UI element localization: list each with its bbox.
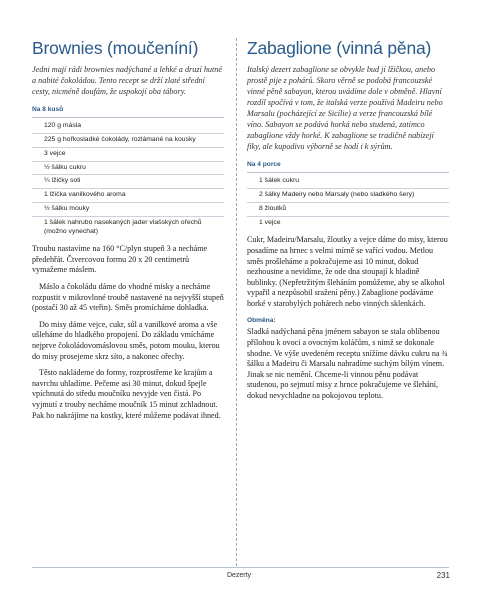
- zabaglione-servings: Na 4 porce: [247, 161, 449, 173]
- zabaglione-ingredient-list: [247, 173, 449, 229]
- ingredient-item: 225 g hořkosladké čokolády, rozlámané na kousky: [32, 134, 224, 148]
- brownies-recipe: [32, 38, 224, 427]
- footer-section-title: Dezerty: [226, 572, 252, 579]
- brownies-title: Brownies (moučeníní): [32, 38, 199, 58]
- ingredient-item: 120 g másla: [32, 120, 224, 134]
- ingredient-item: ½ šálku cukru: [32, 162, 224, 176]
- brownies-step: Do misy dáme vejce, cukr, sůl a vanilkové aroma a vše ušleháme do hladkého propojení. Do základu vmícháme nejprve čokoládovomáslovou směs, potom mouku, kterou do misy prosejeme skrz síto, a nakonec ořechy.: [32, 319, 220, 361]
- brownies-step: Máslo a čokoládu dáme do vhodné misky a necháme rozpustit v mikrovlnné troubě nastavené na nejvyšší stupeň (postačí 30 až 45 vteřin). Směs promícháme dohladka.: [32, 282, 224, 313]
- ingredient-item: 1 vejce: [259, 218, 281, 226]
- zabaglione-title: Zabaglione (vinná pěna): [247, 38, 432, 58]
- ingredient-item: ½ šálku mouky: [32, 203, 224, 217]
- variation-heading: Obměna:: [247, 317, 276, 325]
- zabaglione-step: Cukr, Madeiru/Marsalu, žloutky a vejce dáme do misy, kterou posadíme na hrnec s velmi mírně se vařící vodou. Metlou směs prošleháme a pokračujeme asi 10 minut, dokud nezhoustne a nevidíme, že ode dna stoupají k hladině bublinky. (Nepřetržitým šleháním pomůžeme, aby se alkohol vypařil a nezpůsobil sražení pěny.) Zabaglione podáváme horké v starobylých pohárech nebo vinných sklenkách.: [247, 235, 448, 308]
- zabaglione-intro: Italský dezert zabaglione se obvykle bud jí lžičkou, anebo prostě pije z pohárů. Skoro věrně se podobá francouzské vinné pěně sabayon, kterou uvádíme dole v obměně. Hlavní rozdíl spočívá v tom, že italská verze používá Madeiru nebo Marsalu (pocházející ze Sicílie) a verze francouzská bílé víno. Sabayon se podává horká nebo studená, zatímco zabaglione vždy horké. K zabaglione se tradičně nabízejí fiky, ale kupodivu výborně se hodí i k sýrům.: [247, 65, 443, 152]
- ingredient-item: 8 žloutků: [247, 203, 449, 217]
- brownies-servings: Na 8 kusů: [32, 106, 224, 118]
- ingredient-item: 3 vejce: [32, 148, 224, 162]
- ingredient-item: 1 šálek cukru: [247, 175, 449, 189]
- brownies-intro: Jedni mají rádi brownies nadýchané a lehké a druzí hutné a nabité čokoládou. Tento recept se drží zlaté střední cesty, nicméně doufám, že uspokojí oba tábory.: [32, 65, 223, 97]
- variation-text: Sladká nadýchaná pěna jménem sabayon se stala oblíbenou přílohou k ovoci a ovocným koláčům, s nimž se dokonale shodne. Ve výše uvedeném receptu snížíme dávku cukru na ¾ šálku a Madeiru či Marsalu nahradíme suchým bílým vínem. Jinak se nic nemění. Chceme-li vinnou pěnu podávat studenou, po sejmutí misy z hrnce pokračujeme ve šlehání, dokud nevychladne na pokojovou teplotu.: [247, 327, 448, 401]
- ingredient-item: 2 šálky Madeiry nebo Marsaly (nebo sladkého šery): [247, 189, 449, 203]
- column-divider: [236, 38, 237, 566]
- brownies-step: Těsto nakládeme do formy, rozprostřeme ke krajům a navrchu uhladíme. Pečeme asi 30 minut, dokud špejle vpíchnutá do středu moučníku nevyjde ven čistá. Po vyjmutí z trouby necháme moučník 15 minut zchladnout. Pak ho nakrájíme na kostky, které můžeme podávat ihned.: [32, 368, 221, 420]
- ingredient-item: 1 šálek nahrubo nasekaných jader vlašských ořechů (možno vynechat): [44, 218, 202, 235]
- brownies-ingredient-list: [32, 118, 224, 238]
- page-number: 231: [436, 571, 450, 580]
- zabaglione-recipe: [247, 38, 449, 408]
- footer-rule: [32, 567, 449, 568]
- ingredient-item: 1 lžička vanilkového aroma: [32, 189, 224, 203]
- ingredient-item: ¼ lžičky soli: [32, 175, 224, 189]
- brownies-step: Troubu nastavíme na 160 °C/plyn stupeň 3 a necháme předehřát. Čtvercovou formu 20 x 20 centimetrů vymažeme máslem.: [32, 244, 208, 275]
